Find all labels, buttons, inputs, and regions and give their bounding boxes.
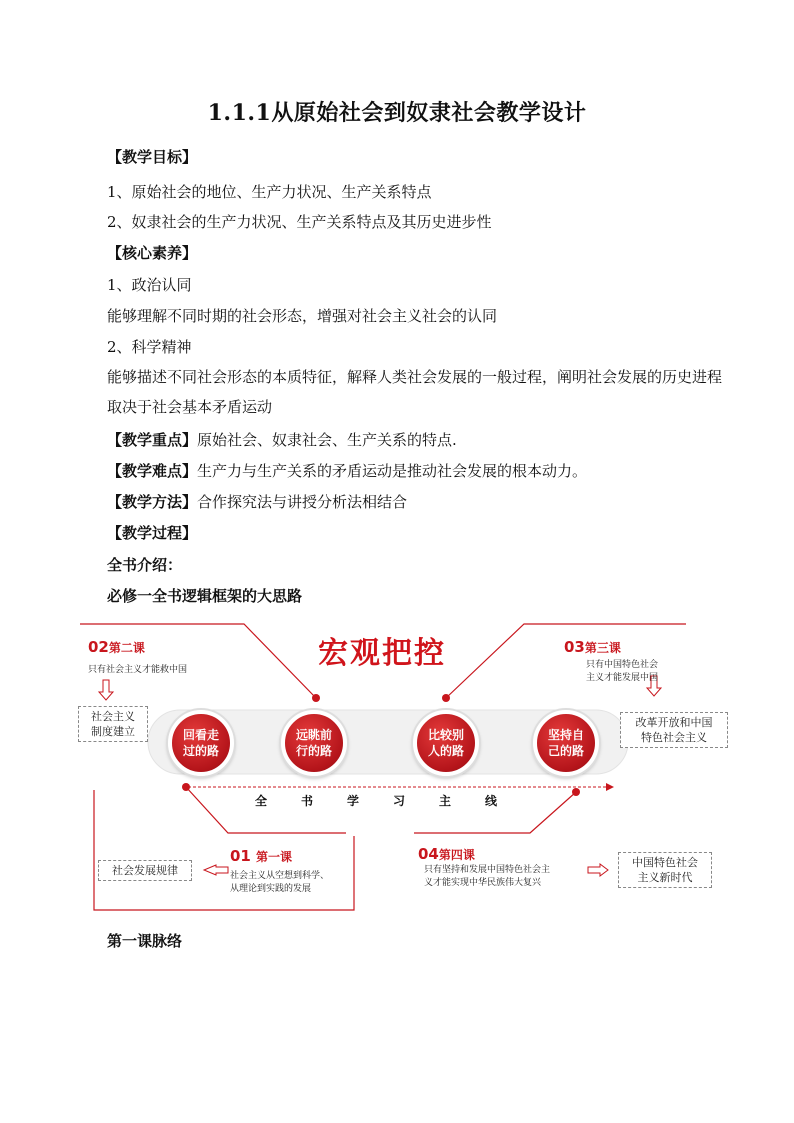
lesson3-number: 03	[564, 638, 585, 656]
mainline-char: 全	[254, 794, 267, 808]
diagram-headline: 宏观把控	[318, 636, 446, 671]
lesson4-title	[418, 844, 475, 863]
framework-diagram	[78, 612, 738, 917]
connector-dot-2	[442, 694, 450, 702]
heading-key: 【教学重点】	[107, 431, 198, 449]
lesson1-outline-label: 第一课脉络	[107, 932, 183, 950]
mainline-label	[238, 792, 514, 809]
circle-compare: 比较别 人的路	[413, 710, 479, 776]
lesson2-number: 02	[88, 638, 109, 656]
circle-look-back: 回看走 过的路	[168, 710, 234, 776]
mainline-char: 线	[484, 794, 497, 808]
lesson1-title	[230, 846, 292, 865]
lesson1-box: 社会发展规律	[98, 860, 192, 881]
lesson3-name: 第三课	[584, 641, 621, 655]
mainline-char: 学	[346, 794, 359, 808]
lesson4-name: 第四课	[438, 848, 475, 862]
key-points-text: 原始社会、奴隶社会、生产关系的特点.	[197, 431, 457, 449]
lesson4-box: 中国特色社会 主义新时代	[618, 852, 712, 888]
lesson2-title	[88, 637, 145, 656]
heading-method: 【教学方法】	[107, 493, 198, 511]
connector-dot-1	[312, 694, 320, 702]
right-arrow	[588, 864, 608, 876]
teaching-method	[107, 491, 407, 513]
difficult-points-text: 生产力与生产关系的矛盾运动是推动社会发展的根本动力。	[197, 462, 588, 480]
difficult-points	[107, 460, 587, 482]
core-item-2-text: 能够描述不同社会形态的本质特征，解释人类社会发展的一般过程，阐明社会发展的历史进程取决于社会基本矛盾运动	[107, 368, 723, 416]
page-title: 1.1.1从原始社会到奴隶社会教学设计	[207, 100, 587, 126]
mainline-char: 书	[300, 794, 313, 808]
mainline-char: 习	[392, 794, 405, 808]
goal-item-2: 2、奴隶社会的生产力状况、生产关系特点及其历史进步性	[107, 213, 492, 231]
framework-label: 必修一全书逻辑框架的大思路	[107, 587, 303, 605]
goal-item-1: 1、原始社会的地位、生产力状况、生产关系特点	[107, 183, 432, 201]
lesson3-title	[564, 637, 621, 656]
core-item-1: 1、政治认同	[107, 276, 192, 294]
heading-core: 【核心素养】	[107, 244, 198, 262]
lesson4-number: 04	[418, 845, 439, 863]
mainline-char: 主	[438, 794, 451, 808]
teaching-method-text: 合作探究法与讲授分析法相结合	[197, 493, 408, 511]
lesson2-desc: 只有社会主义才能救中国	[88, 665, 188, 675]
lesson1-number: 01	[230, 847, 251, 865]
lesson3-box: 改革开放和中国 特色社会主义	[620, 712, 728, 748]
circle-look-ahead: 远眺前 行的路	[281, 710, 347, 776]
key-points	[107, 429, 457, 451]
mainline-arrowhead	[606, 783, 614, 791]
lesson1-desc: 社会主义从空想到科学、 从理论到实践的发展	[230, 871, 330, 894]
core-item-1-text: 能够理解不同时期的社会形态，增强对社会主义社会的认同	[107, 307, 498, 325]
lesson3-desc: 只有中国特色社会 主义才能发展中国	[586, 660, 659, 683]
heading-goals: 【教学目标】	[107, 148, 198, 166]
core-item-2: 2、科学精神	[107, 338, 192, 356]
intro-label: 全书介绍：	[107, 556, 183, 574]
lesson4-desc: 只有坚持和发展中国特色社会主 义才能实现中华民族伟大复兴	[424, 865, 551, 888]
lesson1-name: 第一课	[255, 850, 292, 864]
left-arrow	[204, 865, 228, 875]
down-arrow-left	[99, 680, 113, 700]
heading-difficulty: 【教学难点】	[107, 462, 198, 480]
connector-lesson2	[80, 624, 316, 698]
lesson2-name: 第二课	[108, 641, 145, 655]
circle-persist: 坚持自 己的路	[533, 710, 599, 776]
lesson2-box: 社会主义 制度建立	[78, 706, 148, 742]
heading-process: 【教学过程】	[107, 524, 198, 542]
